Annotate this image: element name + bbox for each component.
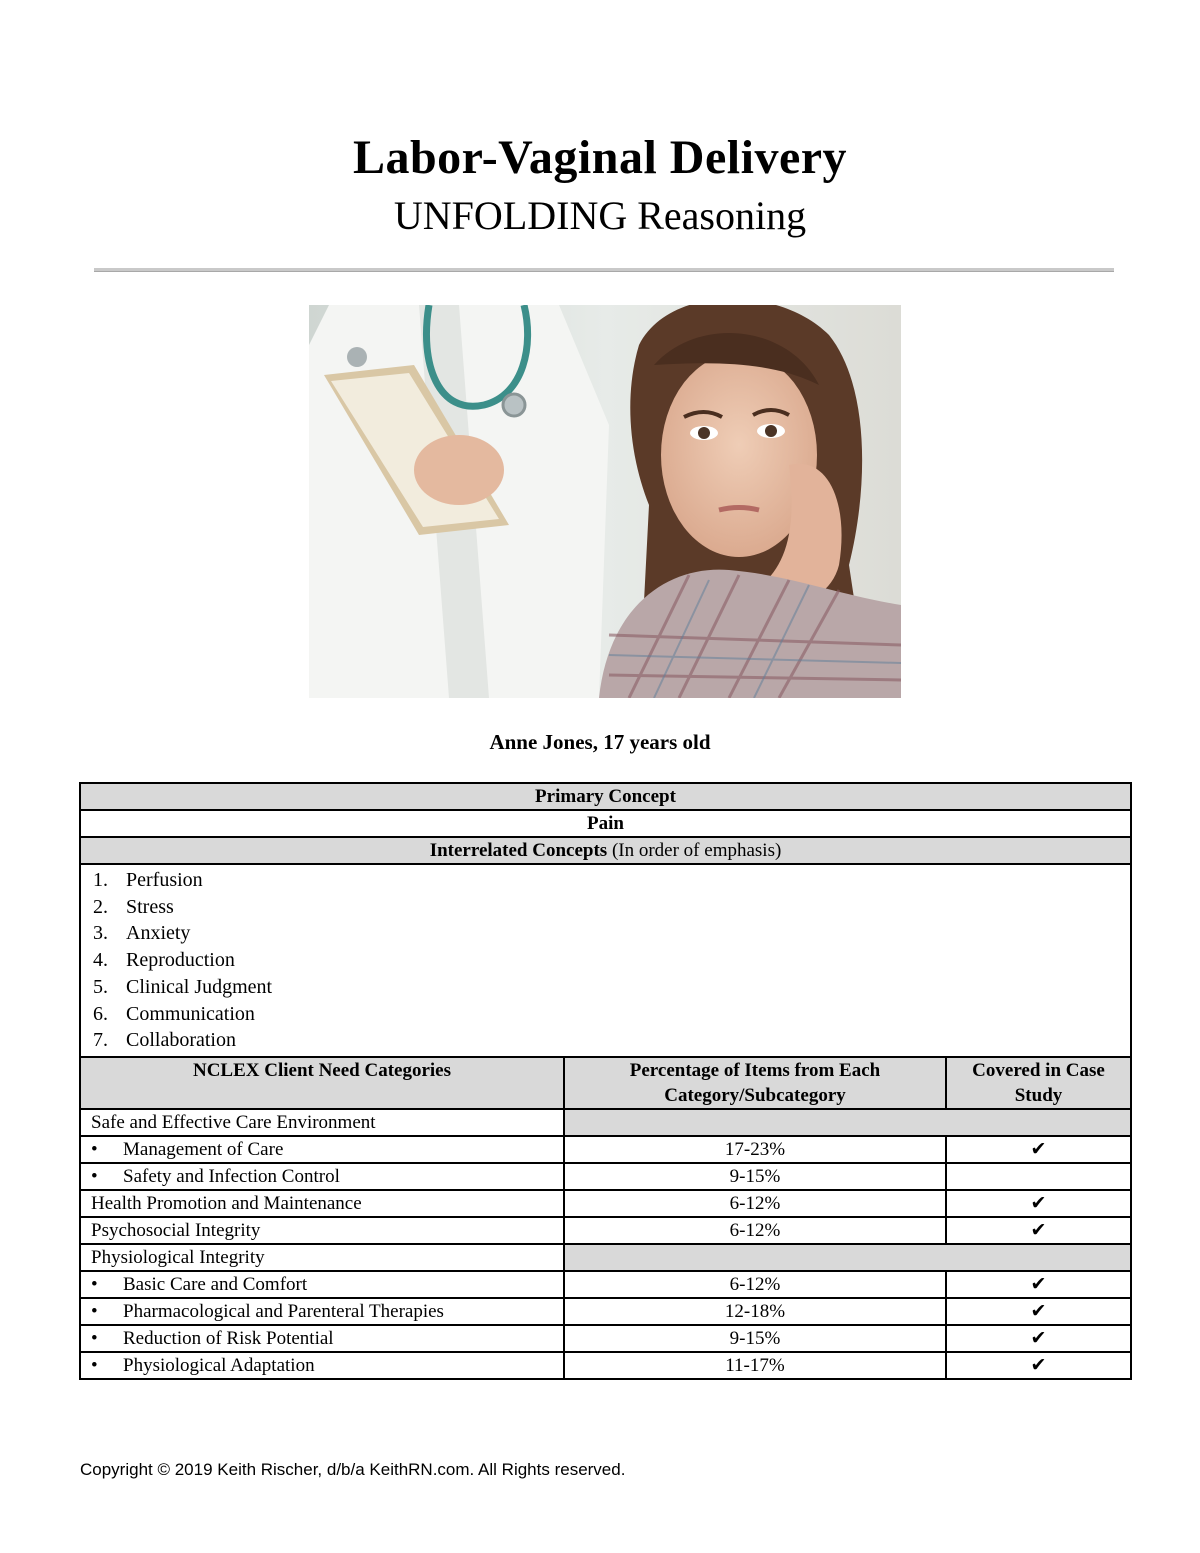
nclex-subcategory: [80, 1325, 564, 1352]
shaded-empty-cell: [564, 1244, 1131, 1271]
concept-label: Collaboration: [126, 1029, 236, 1052]
interrelated-concepts-cell: [80, 864, 1131, 1057]
subcategory-label: Safety and Infection Control: [123, 1165, 340, 1187]
subcategory-label: Basic Care and Comfort: [123, 1273, 308, 1295]
copyright-footer: Copyright © 2019 Keith Rischer, d/b/a KeithRN.com. All Rights reserved.: [80, 1460, 626, 1479]
subcategory-label: Reduction of Risk Potential: [123, 1327, 334, 1349]
bullet-icon: •: [91, 1354, 98, 1376]
shaded-empty-cell: [564, 1109, 1131, 1136]
nclex-subcategory: [80, 1271, 564, 1298]
primary-concept-value: Pain: [80, 810, 1131, 837]
concept-item: [93, 947, 1130, 974]
bullet-icon: •: [91, 1327, 98, 1349]
checkmark-icon: ✔: [946, 1298, 1131, 1325]
nclex-row: [80, 1109, 1131, 1136]
concept-number: 1.: [93, 869, 108, 891]
bullet-icon: •: [91, 1165, 98, 1187]
concept-item: [93, 1001, 1130, 1028]
percentage-cell: 17-23%: [564, 1136, 946, 1163]
percentage-cell: 9-15%: [564, 1325, 946, 1352]
percentage-header: Percentage of Items from Each Category/Subcategory: [564, 1057, 946, 1109]
checkmark-icon: ✔: [946, 1217, 1131, 1244]
primary-concept-heading: Primary Concept: [80, 783, 1131, 810]
bullet-icon: •: [91, 1300, 98, 1322]
header-divider: [94, 268, 1114, 272]
nclex-row: [80, 1217, 1131, 1244]
checkmark-icon: ✔: [946, 1136, 1131, 1163]
nclex-categories-header: NCLEX Client Need Categories: [80, 1057, 564, 1109]
concept-item: [93, 1027, 1130, 1054]
percentage-cell: 12-18%: [564, 1298, 946, 1325]
nclex-row: [80, 1244, 1131, 1271]
nclex-subcategory: [80, 1352, 564, 1379]
concept-number: 2.: [93, 895, 108, 918]
subcategory-label: Physiological Adaptation: [123, 1354, 315, 1376]
concept-number: 5.: [93, 975, 108, 998]
nclex-row: [80, 1190, 1131, 1217]
nclex-category: Health Promotion and Maintenance: [80, 1190, 564, 1217]
nclex-subcategory: [80, 1163, 564, 1190]
checkmark-icon: ✔: [946, 1271, 1131, 1298]
bullet-icon: •: [91, 1273, 98, 1295]
nclex-row: [80, 1271, 1131, 1298]
concept-number: 6.: [93, 1002, 108, 1025]
percentage-cell: 6-12%: [564, 1217, 946, 1244]
bullet-icon: •: [91, 1138, 98, 1160]
concept-number: 4.: [93, 949, 108, 972]
interrelated-heading-text: Interrelated Concepts: [429, 840, 608, 861]
concept-item: [93, 867, 1130, 894]
nclex-row: [80, 1352, 1131, 1379]
nclex-subcategory: [80, 1136, 564, 1163]
percentage-cell: 6-12%: [564, 1271, 946, 1298]
document-title: Labor-Vaginal Delivery: [352, 131, 848, 184]
interrelated-concepts-list: [81, 867, 1130, 1054]
concept-label: Clinical Judgment: [126, 975, 273, 998]
subcategory-label: Pharmacological and Parenteral Therapies: [123, 1300, 444, 1322]
subcategory-label: Management of Care: [123, 1138, 284, 1160]
concept-number: 7.: [93, 1029, 108, 1052]
nclex-category: Safe and Effective Care Environment: [80, 1109, 564, 1136]
percentage-cell: 11-17%: [564, 1352, 946, 1379]
checkmark-icon: [946, 1163, 1131, 1190]
percentage-cell: 9-15%: [564, 1163, 946, 1190]
concept-item: [93, 894, 1130, 921]
interrelated-note: (In order of emphasis): [611, 840, 782, 861]
percentage-cell: 6-12%: [564, 1190, 946, 1217]
document-subtitle: UNFOLDING Reasoning: [393, 193, 807, 238]
checkmark-icon: ✔: [946, 1190, 1131, 1217]
concept-label: Reproduction: [126, 949, 235, 972]
patient-caption: Anne Jones, 17 years old: [489, 730, 711, 754]
concepts-table: [79, 782, 1132, 1380]
nclex-row: [80, 1298, 1131, 1325]
concept-label: Anxiety: [126, 922, 191, 945]
concept-item: [93, 920, 1130, 947]
checkmark-icon: ✔: [946, 1325, 1131, 1352]
nclex-subcategory: [80, 1298, 564, 1325]
concept-label: Communication: [126, 1002, 255, 1025]
concept-number: 3.: [93, 922, 108, 945]
nclex-row: [80, 1163, 1131, 1190]
nclex-row: [80, 1325, 1131, 1352]
nclex-category: Psychosocial Integrity: [80, 1217, 564, 1244]
covered-header: Covered in Case Study: [946, 1057, 1131, 1109]
patient-photo: [309, 305, 901, 698]
concept-label: Stress: [126, 895, 174, 918]
concept-label: Perfusion: [126, 869, 203, 891]
interrelated-concepts-heading: [80, 837, 1131, 864]
checkmark-icon: ✔: [946, 1352, 1131, 1379]
concept-item: [93, 974, 1130, 1001]
nclex-category: Physiological Integrity: [80, 1244, 564, 1271]
nclex-row: [80, 1136, 1131, 1163]
